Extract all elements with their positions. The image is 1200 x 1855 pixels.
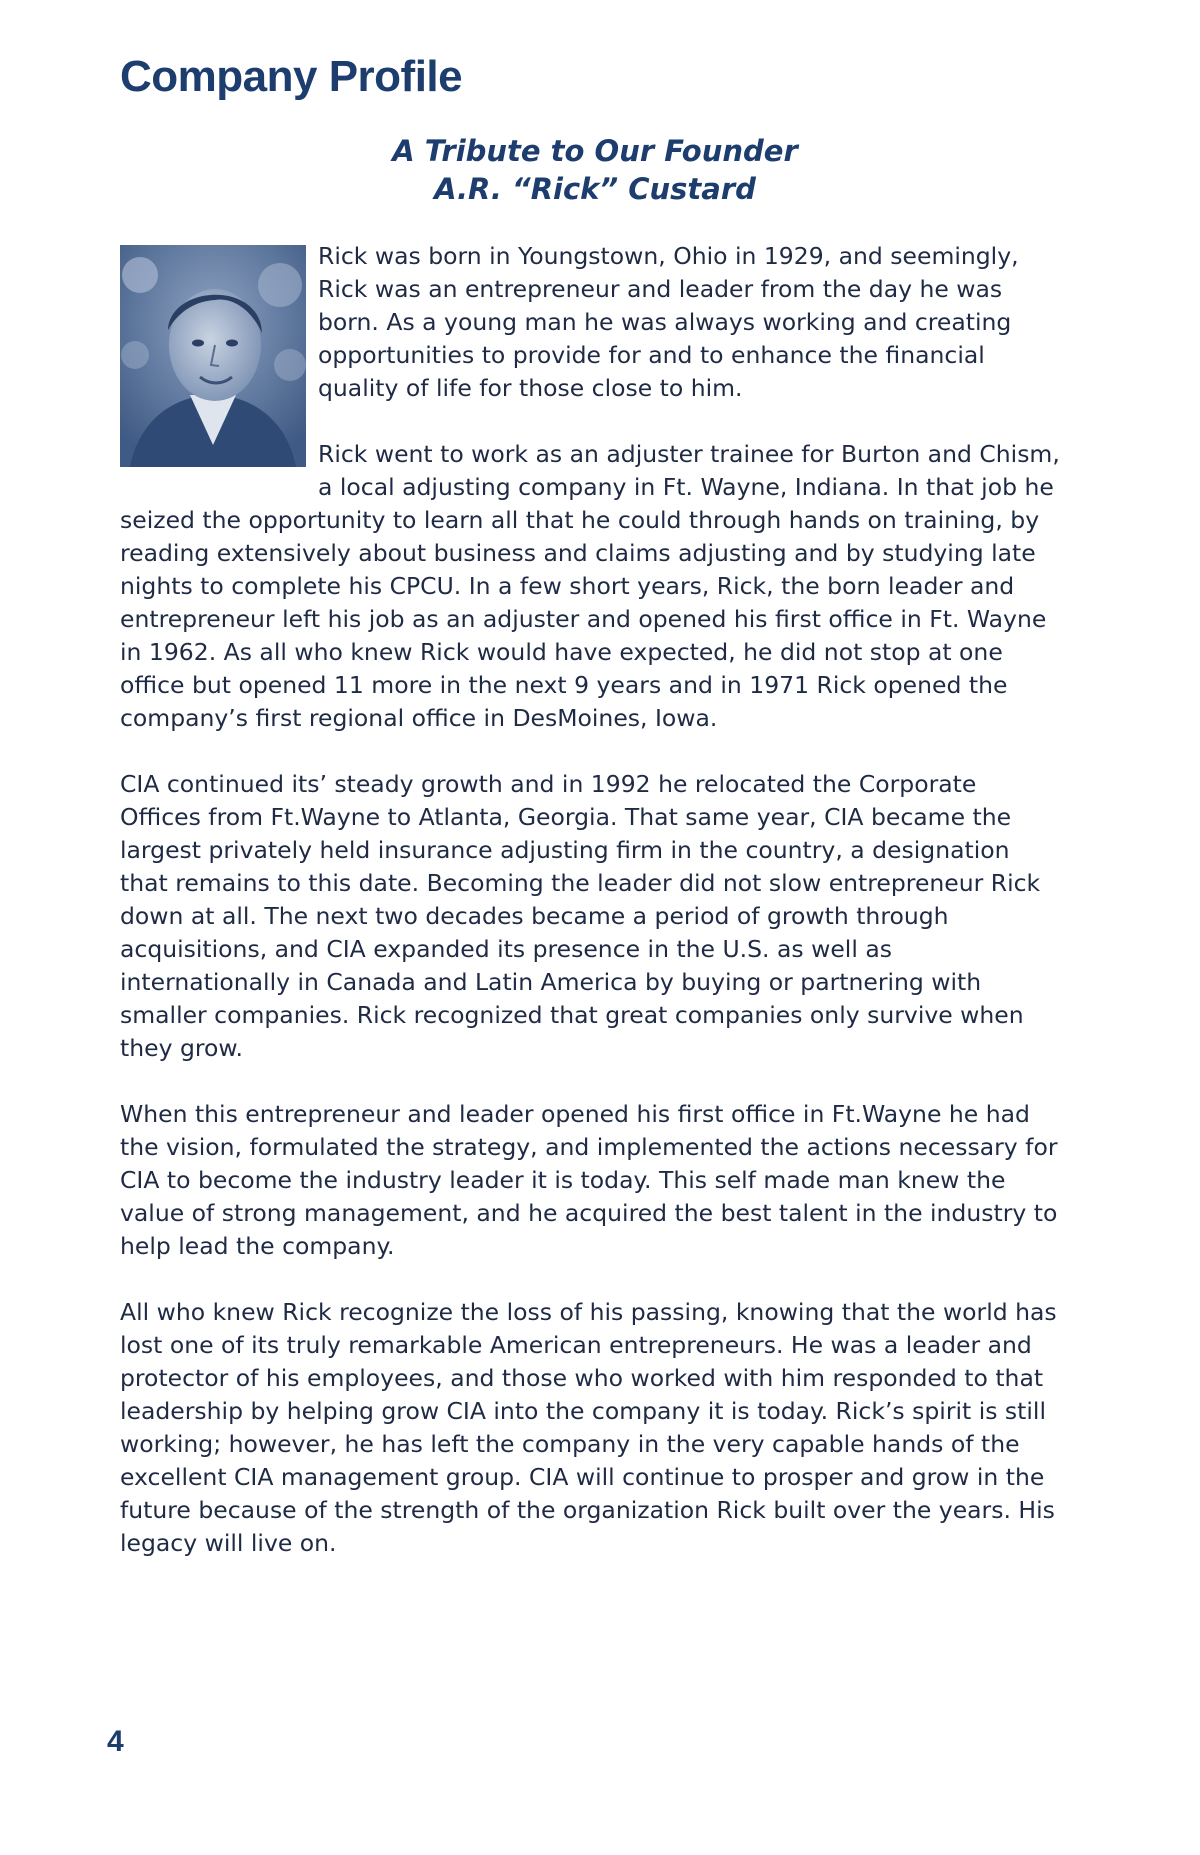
paragraph-growth: CIA continued its’ steady growth and in 1992 he relocated the Corporate Offices from Ft.Wayne to Atlanta, Georgia. That same year, CIA became the largest privately held insurance adjusting firm in the country, a designation that remains to this date. Becoming the leader did not slow entrepreneur Rick down at all. The next two decades became a period of growth through acquisitions, and CIA expanded its presence in the U.S. as well as internationally in Canada and Latin America by buying or partnering with smaller companies. Rick recognized that great companies only survive when they grow.	[120, 770, 1041, 1062]
tribute-heading	[300, 132, 890, 208]
page-title: Company Profile	[120, 52, 463, 101]
page-number: 4	[107, 1725, 124, 1758]
portrait-float-spacer	[120, 240, 318, 504]
paragraph-vision: When this entrepreneur and leader opened his first office in Ft.Wayne he had the vision, formulated the strategy, and implemented the actions necessary for CIA to become the industry leader it is today. This self made man knew the value of strong management, and he acquired the best talent in the industry to help lead the company.	[120, 1100, 1058, 1260]
paragraph-legacy: All who knew Rick recognize the loss of his passing, knowing that the world has lost one of its truly remarkable American entrepreneurs. He was a leader and protector of his employees, and those who worked with him responded to that leadership by helping grow CIA into the company it is today. Rick’s spirit is still working; however, he has left the company in the very capable hands of the excellent CIA management group. CIA will continue to prosper and grow in the future because of the strength of the organization Rick built over the years. His legacy will live on.	[120, 1298, 1057, 1557]
paragraph-birth: Rick was born in Youngstown, Ohio in 1929, and seemingly, Rick was an entrepreneur and leader from the day he was born. As a young man he was always working and creating opportunities to provide for and to enhance the financial quality of life for those close to him.	[318, 242, 1019, 402]
article-body	[120, 240, 1060, 1593]
tribute-heading-line-2: A.R. “Rick” Custard	[434, 172, 756, 206]
tribute-heading-line-1: A Tribute to Our Founder	[392, 134, 798, 168]
paragraph-career-start: Rick went to work as an adjuster trainee for Burton and Chism, a local adjusting company in Ft. Wayne, Indiana. In that job he seized the opportunity to learn all that he could through hands on training, by reading extensively about business and claims adjusting and by studying late nights to complete his CPCU. In a few short years, Rick, the born leader and entrepreneur left his job as an adjuster and opened his first office in Ft. Wayne in 1962. As all who knew Rick would have expected, he did not stop at one office but opened 11 more in the next 9 years and in 1971 Rick opened the company’s first regional office in DesMoines, Iowa.	[120, 440, 1060, 732]
